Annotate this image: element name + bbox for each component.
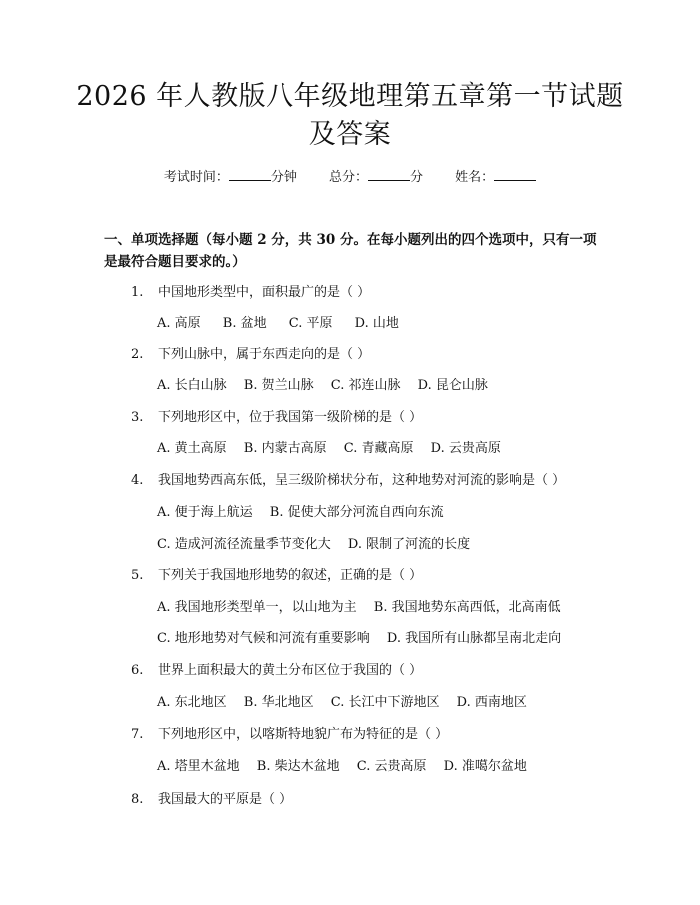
title-line-2: 及答案 (308, 119, 392, 150)
exam-time-field (164, 168, 297, 187)
option-a: A. 高原 (157, 316, 201, 331)
question-6-options (157, 694, 540, 712)
option-d: D. 山地 (354, 316, 399, 331)
option-c: C. 长江中下游地区 (330, 695, 440, 710)
question-number: 1. (131, 285, 144, 300)
total-score-unit: 分 (410, 170, 424, 185)
question-5-options-row-1 (157, 599, 574, 617)
question-4 (131, 472, 565, 490)
option-a: A. 便于海上航运 (157, 505, 253, 520)
option-d: D. 云贵高原 (430, 441, 501, 456)
option-d: D. 西南地区 (456, 695, 527, 710)
option-b: B. 华北地区 (243, 695, 314, 710)
question-2 (131, 346, 370, 364)
option-b: B. 柴达木盆地 (256, 759, 340, 774)
option-a: A. 黄土高原 (157, 441, 227, 456)
page-title (60, 78, 640, 154)
option-a: A. 我国地形类型单一，以山地为主 (157, 600, 357, 615)
total-score-field (329, 168, 423, 187)
section-heading: 一、单项选择题（每小题 2 分，共 30 分。在每小题列出的四个选项中，只有一项是最符合题目要求的。） (104, 232, 597, 270)
exam-time-unit: 分钟 (270, 170, 297, 185)
option-b: B. 贺兰山脉 (243, 378, 314, 393)
option-d: D. 我国所有山脉都呈南北走向 (386, 631, 562, 646)
question-1-options (157, 315, 399, 333)
question-3 (131, 409, 422, 427)
name-label: 姓名： (455, 170, 495, 185)
question-6 (131, 662, 422, 680)
option-d: D. 准噶尔盆地 (443, 759, 527, 774)
option-d: D. 限制了河流的长度 (347, 537, 471, 552)
question-number: 5. (131, 568, 144, 583)
option-c: C. 造成河流径流量季节变化大 (157, 537, 331, 552)
name-blank (494, 168, 536, 181)
exam-info-row (0, 168, 700, 187)
question-text: 下列关于我国地形地势的叙述，正确的是（ ） (158, 568, 423, 583)
option-a: A. 长白山脉 (157, 378, 227, 393)
question-number: 8. (131, 792, 144, 807)
total-score-label: 总分： (328, 170, 368, 185)
question-5-options-row-2 (157, 630, 574, 648)
option-a: A. 塔里木盆地 (157, 759, 240, 774)
exam-time-label: 考试时间： (163, 170, 229, 185)
option-c: C. 云贵高原 (356, 759, 427, 774)
question-8 (131, 791, 292, 809)
question-number: 3. (131, 410, 144, 425)
question-7 (131, 726, 448, 744)
option-b: B. 我国地势东高西低，北高南低 (373, 600, 561, 615)
question-text: 世界上面积最大的黄土分布区位于我国的（ ） (158, 663, 423, 678)
option-c: C. 地形地势对气候和河流有重要影响 (157, 631, 370, 646)
question-text: 中国地形类型中，面积最广的是（ ） (158, 285, 371, 300)
question-4-options-row-1 (157, 504, 457, 522)
question-number: 7. (131, 727, 144, 742)
question-5 (131, 567, 422, 585)
name-field (455, 168, 536, 187)
title-line-1: 2026 年人教版八年级地理第五章第一节试题 (76, 81, 624, 112)
option-c: C. 青藏高原 (343, 441, 414, 456)
exam-time-blank (229, 168, 271, 181)
question-4-options-row-2 (157, 536, 483, 554)
question-number: 2. (131, 347, 144, 362)
option-c: C. 祁连山脉 (330, 378, 401, 393)
question-number: 4. (131, 473, 144, 488)
question-1 (131, 284, 370, 302)
question-number: 6. (131, 663, 144, 678)
option-b: B. 促使大部分河流自西向东流 (269, 505, 444, 520)
option-b: B. 盆地 (222, 316, 267, 331)
option-a: A. 东北地区 (157, 695, 227, 710)
question-text: 下列山脉中，属于东西走向的是（ ） (158, 347, 371, 362)
question-text: 下列地形区中，以喀斯特地貌广布为特征的是（ ） (158, 727, 449, 742)
question-3-options (157, 440, 514, 458)
question-2-options (157, 377, 501, 395)
option-d: D. 昆仑山脉 (417, 378, 488, 393)
question-text: 我国最大的平原是（ ） (158, 792, 293, 807)
total-score-blank (368, 168, 410, 181)
question-text: 下列地形区中，位于我国第一级阶梯的是（ ） (158, 410, 423, 425)
question-text: 我国地势西高东低，呈三级阶梯状分布，这种地势对河流的影响是（ ） (158, 473, 566, 488)
option-b: B. 内蒙古高原 (243, 441, 327, 456)
option-c: C. 平原 (288, 316, 333, 331)
question-7-options (157, 758, 540, 776)
